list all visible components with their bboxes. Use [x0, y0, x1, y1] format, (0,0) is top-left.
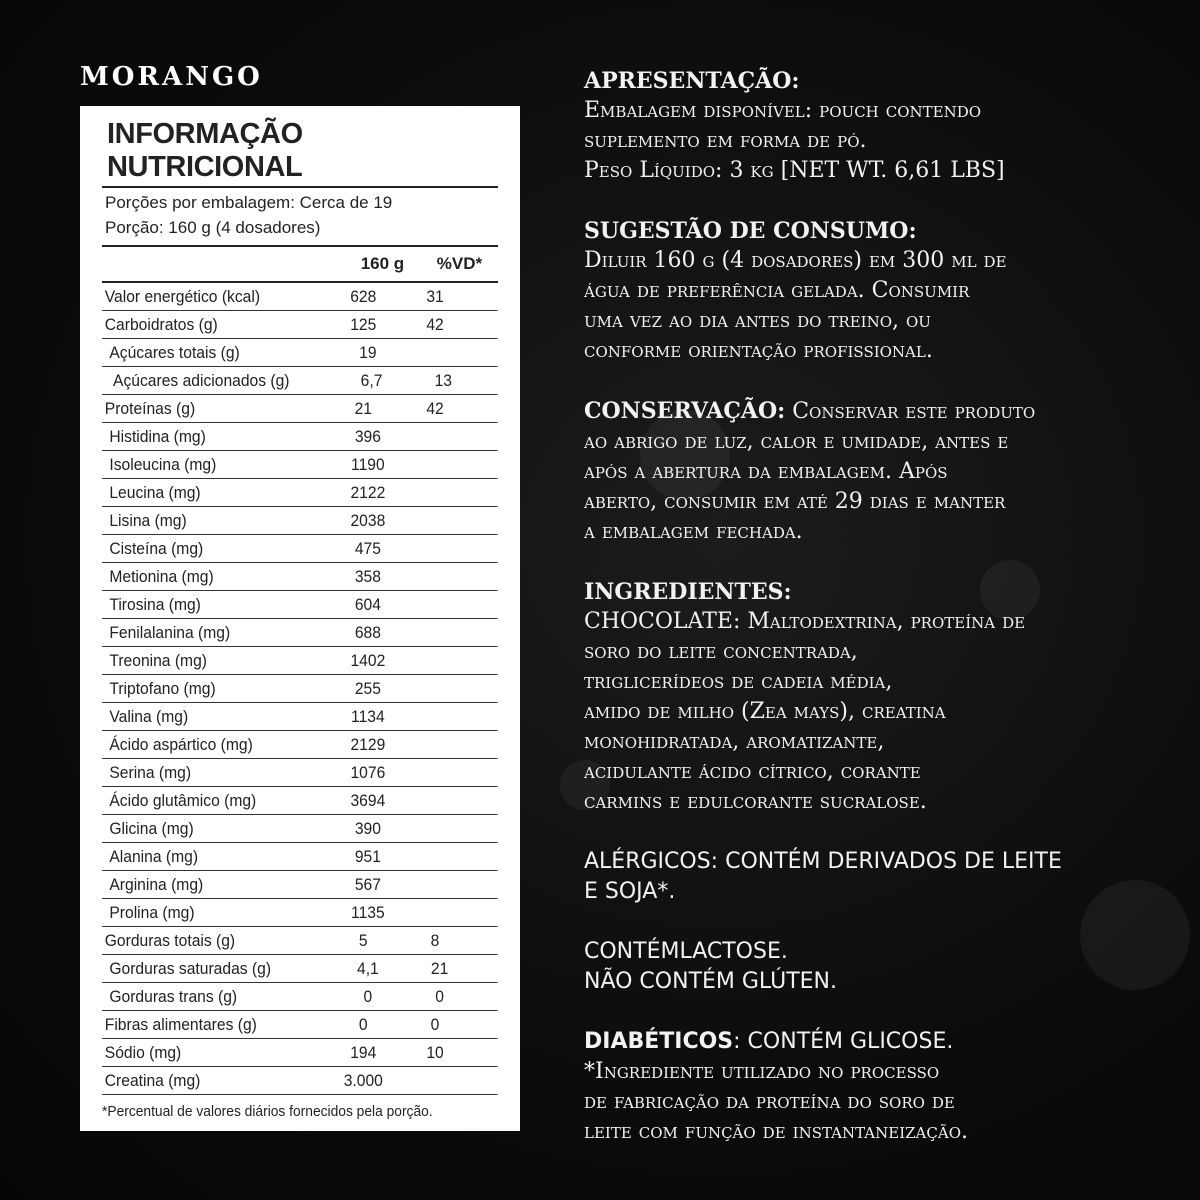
- nutrient-amount: 475: [354, 538, 381, 558]
- sugestao-heading: SUGESTÃO DE CONSUMO:: [584, 218, 917, 244]
- nutrition-row: [102, 983, 498, 1011]
- sugestao-line: conforme orientação profissional.: [584, 338, 933, 363]
- nutrition-row: [102, 1067, 498, 1095]
- nutrient-amount: 1190: [351, 454, 385, 474]
- apresentacao-line: suplemento em forma de pó.: [584, 128, 867, 153]
- nutrient-label: Serina (mg): [109, 762, 192, 782]
- nutrition-footnote: *Percentual de valores diários fornecidos pela porção.: [102, 1103, 433, 1120]
- conservacao-line: aberto, consumir em até 29 dias e manter: [584, 489, 1006, 514]
- header-amount: 160 g: [360, 254, 405, 273]
- nutrition-row: [102, 311, 498, 339]
- nutrient-label: Arginina (mg): [109, 874, 204, 894]
- nutrition-row: [102, 703, 498, 731]
- nutrition-row: [102, 507, 498, 535]
- conservacao-line: após a abertura da embalagem. Após: [584, 459, 948, 484]
- diabeticos-line: leite com função de instantaneização.: [584, 1119, 968, 1144]
- nutrition-row: [102, 395, 498, 423]
- nutrient-amount: 1076: [350, 762, 386, 782]
- nutrient-amount: 0: [358, 1014, 368, 1034]
- nutrient-vd: 13: [434, 370, 453, 390]
- sugestao-line: uma vez ao dia antes do treino, ou: [584, 308, 931, 333]
- nutrient-amount: 1402: [350, 650, 386, 670]
- nutrient-label: Creatina (mg): [104, 1070, 201, 1090]
- nutrient-label: Valina (mg): [109, 706, 189, 726]
- nutrition-row: [102, 1039, 498, 1067]
- nutrient-amount: 5: [358, 930, 368, 950]
- nutrient-label: Isoleucina (mg): [109, 454, 217, 474]
- nutrient-amount: 688: [354, 622, 381, 642]
- nutrient-amount: 358: [354, 566, 381, 586]
- section-diabeticos: [584, 1027, 1144, 1147]
- sugestao-line: Diluir 160 g (4 dosadores) em 300 ml de: [584, 248, 1007, 273]
- nutrition-row: [102, 479, 498, 507]
- nutrient-vd: 42: [426, 398, 444, 418]
- nutrient-vd: 8: [430, 930, 440, 950]
- lactose-line: CONTÉMLACTOSE.: [584, 939, 788, 964]
- nutrient-label: Proteínas (g): [104, 398, 196, 418]
- nutrition-row: [102, 563, 498, 591]
- nutrient-label: Ácido glutâmico (mg): [109, 790, 257, 810]
- ingredientes-line: carmins e edulcorante sucralose.: [584, 789, 927, 814]
- nutrient-amount: 194: [350, 1042, 377, 1062]
- nutrition-row: [102, 899, 498, 927]
- nutrient-amount: 2122: [350, 482, 386, 502]
- nutrient-label: Treonina (mg): [109, 650, 208, 670]
- nutrition-row: [102, 283, 498, 311]
- nutrient-amount: 21: [354, 398, 372, 418]
- nutrient-label: Fenilalanina (mg): [109, 622, 231, 642]
- section-sugestao: [584, 216, 1144, 366]
- nutrient-label: Glicina (mg): [109, 818, 194, 838]
- nutrition-title: INFORMAÇÃO NUTRICIONAL: [107, 118, 303, 183]
- section-lactose: [584, 937, 1144, 997]
- nutrient-vd: 0: [430, 1014, 440, 1034]
- apresentacao-line: Peso Líquido: 3 kg [NET WT. 6,61 LBS]: [584, 158, 1005, 183]
- section-alergicos: [584, 847, 1144, 907]
- nutrient-label: Prolina (mg): [109, 902, 195, 922]
- nutrient-label: Cisteína (mg): [109, 538, 204, 558]
- apresentacao-line: Embalagem disponível: pouch contendo: [584, 98, 982, 123]
- nutrient-label: Valor energético (kcal): [104, 286, 261, 306]
- nutrient-amount: 4,1: [356, 958, 379, 978]
- nutrient-label: Leucina (mg): [109, 482, 201, 502]
- nutrient-label: Histidina (mg): [109, 426, 206, 446]
- nutrient-amount: 2129: [350, 734, 386, 754]
- alergicos-line: E SOJA*.: [584, 879, 676, 904]
- conservacao-first-line: [584, 396, 1144, 427]
- nutrition-rows: [102, 283, 498, 1095]
- nutrition-row: [102, 647, 498, 675]
- section-apresentacao: [584, 66, 1144, 186]
- ingredientes-line: amido de milho (Zea mays), creatina: [584, 699, 946, 724]
- nutrient-amount: 951: [354, 846, 381, 866]
- nutrient-amount: 0: [363, 986, 373, 1006]
- ingredientes-line: monohidratada, aromatizante,: [584, 729, 885, 754]
- nutrition-facts-panel: [80, 106, 520, 1131]
- alergicos-line: ALÉRGICOS: CONTÉM DERIVADOS DE LEITE: [584, 849, 1062, 874]
- nutrition-row: [102, 591, 498, 619]
- diabeticos-line: de fabricação da proteína do soro de: [584, 1089, 955, 1114]
- diabeticos-line: *Ingrediente utilizado no processo: [584, 1059, 940, 1084]
- nutrient-vd: 21: [430, 958, 449, 978]
- nutrition-row: [102, 927, 498, 955]
- diabeticos-heading: DIABÉTICOS: [584, 1029, 734, 1054]
- ingredientes-heading: INGREDIENTES:: [584, 579, 792, 605]
- nutrient-label: Fibras alimentares (g): [104, 1014, 257, 1034]
- nutrition-row: [102, 955, 498, 983]
- nutrient-label: Ácido aspártico (mg): [109, 734, 253, 754]
- ingredientes-line: soro do leite concentrada,: [584, 639, 858, 664]
- portion-size: Porção: 160 g (4 dosadores): [105, 218, 321, 237]
- nutrition-row: [102, 367, 498, 395]
- nutrition-row: [102, 1011, 498, 1039]
- nutrition-row: [102, 675, 498, 703]
- nutrition-row: [102, 451, 498, 479]
- nutrient-vd: 31: [426, 286, 444, 306]
- ingredientes-line: acidulante ácido cítrico, corante: [584, 759, 921, 784]
- nutrition-row: [102, 787, 498, 815]
- nutrient-amount: 3.000: [343, 1070, 383, 1090]
- nutrient-label: Gorduras totais (g): [104, 930, 236, 950]
- diabeticos-first-line: [584, 1027, 1144, 1057]
- nutrient-label: Lisina (mg): [109, 510, 187, 530]
- apresentacao-heading: APRESENTAÇÃO:: [584, 68, 800, 94]
- nutrient-label: Triptofano (mg): [109, 678, 216, 698]
- nutrient-amount: 1134: [351, 706, 385, 726]
- nutrient-vd: 0: [435, 986, 444, 1006]
- conservacao-line: ao abrigo de luz, calor e umidade, antes e: [584, 429, 1009, 454]
- conservacao-first-text: Conservar este produto: [785, 399, 1036, 424]
- nutrient-amount: 125: [350, 314, 377, 334]
- nutrient-label: Gorduras saturadas (g): [109, 958, 272, 978]
- nutrient-label: Tirosina (mg): [109, 594, 201, 614]
- nutrient-amount: 1135: [351, 902, 385, 922]
- nutrition-row: [102, 731, 498, 759]
- section-ingredientes: [584, 577, 1144, 817]
- section-conservacao: [584, 396, 1144, 547]
- nutrient-amount: 567: [354, 874, 381, 894]
- nutrient-amount: 3694: [350, 790, 386, 810]
- header-vd: %VD*: [436, 254, 483, 273]
- diabeticos-first-text: : CONTÉM GLICOSE.: [733, 1029, 954, 1054]
- nutrient-label: Açúcares adicionados (g): [113, 370, 290, 390]
- conservacao-line: a embalagem fechada.: [584, 519, 803, 544]
- nutrition-row: [102, 339, 498, 367]
- servings-per-package: Porções por embalagem: Cerca de 19: [105, 193, 393, 212]
- conservacao-heading: CONSERVAÇÃO:: [584, 398, 786, 424]
- nutrient-label: Metionina (mg): [109, 566, 214, 586]
- nutrient-vd: 42: [426, 314, 444, 334]
- gluten-line: NÃO CONTÉM GLÚTEN.: [584, 969, 837, 994]
- nutrition-row: [102, 423, 498, 451]
- nutrient-label: Gorduras trans (g): [109, 986, 238, 1006]
- nutrient-amount: 396: [354, 426, 381, 446]
- ingredientes-line: triglicerídeos de cadeia média,: [584, 669, 893, 694]
- nutrient-amount: 2038: [350, 510, 386, 530]
- nutrient-label: Alanina (mg): [109, 846, 199, 866]
- nutrient-label: Carboidratos (g): [104, 314, 218, 334]
- ingredientes-line: CHOCOLATE: Maltodextrina, proteína de: [584, 609, 1026, 634]
- nutrition-row: [102, 843, 498, 871]
- nutrition-row: [102, 619, 498, 647]
- title-divider: [102, 186, 498, 188]
- nutrition-row: [102, 815, 498, 843]
- nutrient-amount: 19: [359, 342, 377, 362]
- flavor-title: MORANGO: [80, 62, 263, 92]
- nutrient-amount: 390: [354, 818, 381, 838]
- product-info-column: [584, 66, 1144, 1177]
- nutrient-amount: 255: [354, 678, 381, 698]
- nutrient-amount: 604: [354, 594, 381, 614]
- nutrient-label: Sódio (mg): [104, 1042, 182, 1062]
- nutrition-row: [102, 535, 498, 563]
- nutrient-amount: 6,7: [360, 370, 383, 390]
- nutrient-vd: 10: [426, 1042, 444, 1062]
- nutrient-amount: 628: [350, 286, 377, 306]
- sugestao-line: água de preferência gelada. Consumir: [584, 278, 970, 303]
- nutrient-label: Açúcares totais (g): [109, 342, 240, 362]
- nutrition-row: [102, 759, 498, 787]
- nutrition-table-header: [102, 245, 498, 283]
- nutrition-row: [102, 871, 498, 899]
